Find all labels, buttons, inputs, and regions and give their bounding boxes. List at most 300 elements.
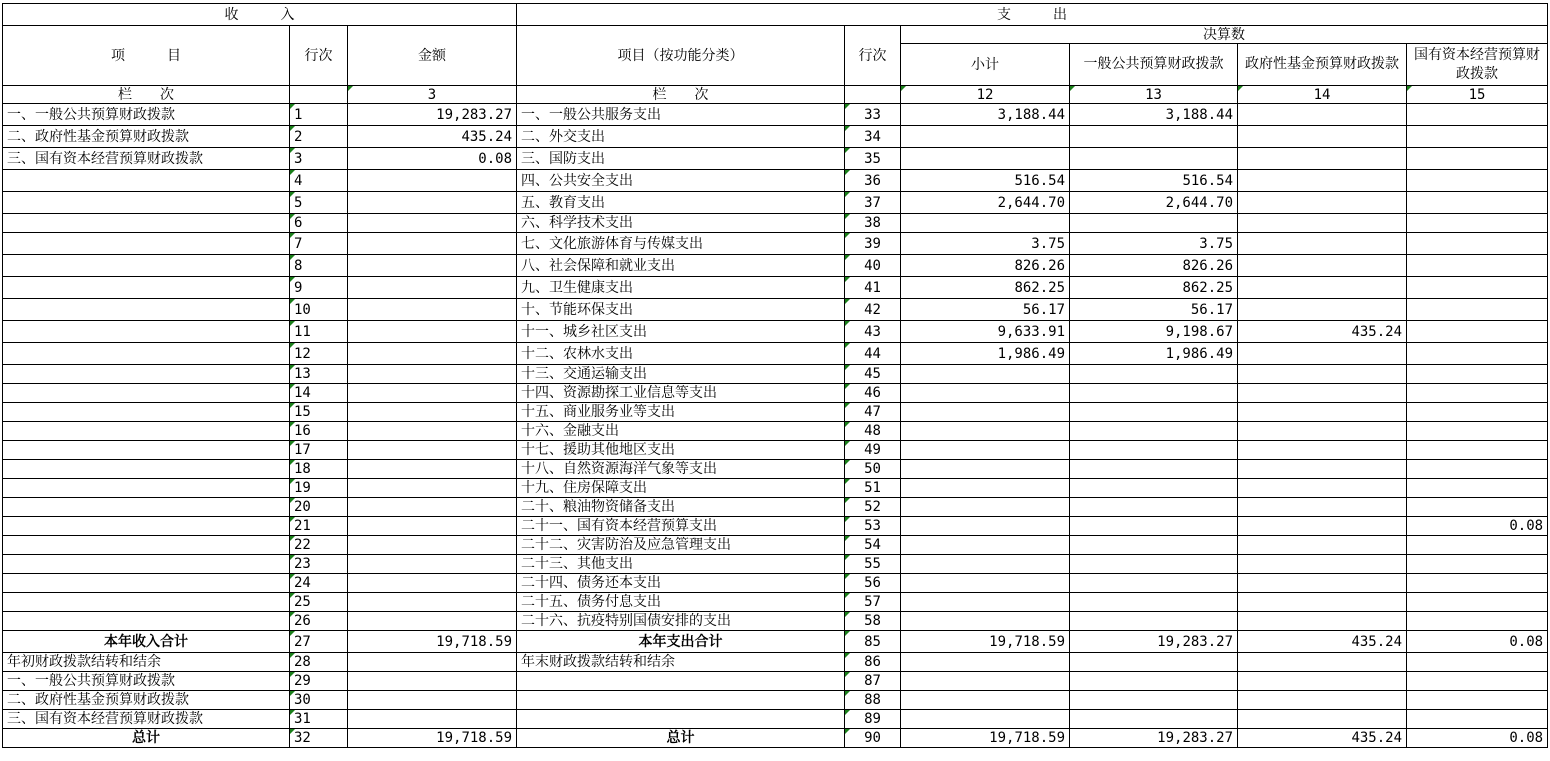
fund-value [1238,479,1407,498]
grand-total-expense-label: 总计 [517,729,845,748]
carryover-general [1070,710,1238,729]
fund-value [1238,255,1407,277]
expense-line: 35 [845,148,901,170]
index-c15: 15 [1407,86,1548,104]
income-amount [348,343,517,365]
income-item [3,277,290,299]
general-value [1070,479,1238,498]
carryover-expense-line: 86 [845,653,901,672]
income-line: 9 [290,277,348,299]
fund-value [1238,612,1407,631]
subtotal-value [901,574,1070,593]
income-item [3,517,290,536]
income-line: 8 [290,255,348,277]
subtotal-value [901,126,1070,148]
expense-item: 二十一、国有资本经营预算支出 [517,517,845,536]
expense-line: 41 [845,277,901,299]
income-item [3,365,290,384]
index-line [290,86,348,104]
subtotal-value [901,517,1070,536]
table-row [3,104,1548,126]
expense-line: 58 [845,612,901,631]
income-item [3,343,290,365]
general-value [1070,612,1238,631]
expense-line: 56 [845,574,901,593]
income-amount [348,593,517,612]
table-row [3,192,1548,214]
income-line: 10 [290,299,348,321]
soe-value [1407,460,1548,479]
expense-item: 十九、住房保障支出 [517,479,845,498]
fund-value [1238,536,1407,555]
income-item [3,555,290,574]
fund-value [1238,384,1407,403]
income-amount [348,192,517,214]
general-value: 862.25 [1070,277,1238,299]
income-amount [348,555,517,574]
income-total-line: 27 [290,631,348,653]
grand-total-general: 19,283.27 [1070,729,1238,748]
income-line: 18 [290,460,348,479]
fund-value [1238,299,1407,321]
income-amount: 435.24 [348,126,517,148]
carryover-income-amount [348,691,517,710]
expense-item: 一、一般公共服务支出 [517,104,845,126]
carryover-expense-item [517,691,845,710]
col-general-header: 一般公共预算财政拨款 [1070,44,1238,86]
carryover-row [3,691,1548,710]
subtotal-value: 9,633.91 [901,321,1070,343]
carryover-expense-item [517,710,845,729]
soe-value [1407,498,1548,517]
expense-item: 四、公共安全支出 [517,170,845,192]
expense-item: 二十六、抗疫特别国债安排的支出 [517,612,845,631]
fund-value [1238,517,1407,536]
income-amount [348,255,517,277]
soe-value [1407,299,1548,321]
carryover-subtotal [901,710,1070,729]
income-total-amount: 19,718.59 [348,631,517,653]
carryover-income-line: 31 [290,710,348,729]
grand-total-fund: 435.24 [1238,729,1407,748]
table-row [3,422,1548,441]
income-amount [348,441,517,460]
soe-value [1407,148,1548,170]
expense-item: 十七、援助其他地区支出 [517,441,845,460]
income-amount [348,517,517,536]
expense-total-label: 本年支出合计 [517,631,845,653]
expense-item: 二十、粮油物资储备支出 [517,498,845,517]
expense-item: 九、卫生健康支出 [517,277,845,299]
general-value [1070,365,1238,384]
carryover-expense-item [517,672,845,691]
carryover-income-item: 二、政府性基金预算财政拨款 [3,691,290,710]
income-amount [348,498,517,517]
grand-total-income-amount: 19,718.59 [348,729,517,748]
income-item [3,460,290,479]
table-row [3,479,1548,498]
carryover-row [3,710,1548,729]
subtotal-value [901,148,1070,170]
fund-value [1238,460,1407,479]
expense-item: 二、外交支出 [517,126,845,148]
soe-value [1407,441,1548,460]
soe-value [1407,365,1548,384]
income-amount [348,233,517,255]
general-value: 3,188.44 [1070,104,1238,126]
income-line: 23 [290,555,348,574]
income-item [3,170,290,192]
table-row [3,126,1548,148]
income-line: 24 [290,574,348,593]
index-label-left: 栏 次 [3,86,290,104]
income-item [3,498,290,517]
carryover-expense-line: 88 [845,691,901,710]
carryover-income-line: 30 [290,691,348,710]
income-line: 16 [290,422,348,441]
subtotal-value [901,441,1070,460]
expense-line: 52 [845,498,901,517]
table-row [3,148,1548,170]
grand-total-row [3,729,1548,748]
income-line: 4 [290,170,348,192]
income-item: 三、国有资本经营预算财政拨款 [3,148,290,170]
soe-value [1407,255,1548,277]
carryover-income-line: 29 [290,672,348,691]
expense-item: 十六、金融支出 [517,422,845,441]
table-row [3,612,1548,631]
income-item: 一、一般公共预算财政拨款 [3,104,290,126]
income-amount [348,277,517,299]
soe-value [1407,574,1548,593]
expense-line: 43 [845,321,901,343]
subtotal-total: 19,718.59 [901,631,1070,653]
expense-item: 二十五、债务付息支出 [517,593,845,612]
table-row [3,593,1548,612]
index-label-right: 栏 次 [517,86,845,104]
table-row [3,321,1548,343]
index-c12: 12 [901,86,1070,104]
carryover-soe [1407,710,1548,729]
table-row [3,214,1548,233]
soe-value [1407,479,1548,498]
carryover-row [3,653,1548,672]
final-accounts-table [2,3,1548,748]
income-amount [348,479,517,498]
expense-item: 十四、资源勘探工业信息等支出 [517,384,845,403]
carryover-soe [1407,691,1548,710]
expense-line: 51 [845,479,901,498]
expense-line: 37 [845,192,901,214]
expense-line: 53 [845,517,901,536]
soe-value [1407,233,1548,255]
table-row [3,299,1548,321]
table-row [3,384,1548,403]
income-amount [348,170,517,192]
income-amount: 19,283.27 [348,104,517,126]
income-line: 22 [290,536,348,555]
subtotal-value: 826.26 [901,255,1070,277]
subtotal-value [901,384,1070,403]
general-value [1070,422,1238,441]
expense-item: 十二、农林水支出 [517,343,845,365]
soe-value [1407,555,1548,574]
expense-line: 54 [845,536,901,555]
expense-item: 二十二、灾害防治及应急管理支出 [517,536,845,555]
expense-line: 40 [845,255,901,277]
income-item: 二、政府性基金预算财政拨款 [3,126,290,148]
income-amount [348,299,517,321]
carryover-soe [1407,672,1548,691]
subtotal-value [901,460,1070,479]
soe-value [1407,384,1548,403]
income-item [3,403,290,422]
col-line-header: 行次 [290,26,348,86]
income-amount [348,365,517,384]
income-line: 1 [290,104,348,126]
carryover-income-amount [348,710,517,729]
expense-item: 十、节能环保支出 [517,299,845,321]
carryover-general [1070,653,1238,672]
fund-total: 435.24 [1238,631,1407,653]
fund-value [1238,214,1407,233]
col-fund-header: 政府性基金预算财政拨款 [1238,44,1407,86]
fund-value [1238,365,1407,384]
general-value: 1,986.49 [1070,343,1238,365]
expense-item: 十八、自然资源海洋气象等支出 [517,460,845,479]
income-line: 25 [290,593,348,612]
general-value [1070,214,1238,233]
table-row [3,277,1548,299]
index-amount: 3 [348,86,517,104]
year-total-row [3,631,1548,653]
subtotal-value [901,365,1070,384]
fund-value [1238,104,1407,126]
general-value: 9,198.67 [1070,321,1238,343]
income-line: 17 [290,441,348,460]
income-total-label: 本年收入合计 [3,631,290,653]
income-line: 12 [290,343,348,365]
fund-value [1238,233,1407,255]
index-c14: 14 [1238,86,1407,104]
income-amount [348,321,517,343]
subtotal-value: 56.17 [901,299,1070,321]
subtotal-value [901,593,1070,612]
income-item [3,479,290,498]
expense-line: 42 [845,299,901,321]
settlement-header: 决算数 [901,26,1548,44]
fund-value [1238,593,1407,612]
general-value [1070,384,1238,403]
col-subtotal-header: 小计 [901,44,1070,86]
soe-total: 0.08 [1407,631,1548,653]
fund-value [1238,403,1407,422]
income-item [3,422,290,441]
grand-total-expense-line: 90 [845,729,901,748]
general-value [1070,517,1238,536]
soe-value: 0.08 [1407,517,1548,536]
subtotal-value: 862.25 [901,277,1070,299]
general-value [1070,555,1238,574]
subtotal-value [901,479,1070,498]
income-item [3,536,290,555]
soe-value [1407,612,1548,631]
subtotal-value [901,422,1070,441]
income-amount [348,460,517,479]
expense-item: 十三、交通运输支出 [517,365,845,384]
table-row [3,233,1548,255]
expense-line: 36 [845,170,901,192]
soe-value [1407,126,1548,148]
fund-value [1238,498,1407,517]
expense-item: 七、文化旅游体育与传媒支出 [517,233,845,255]
income-line: 21 [290,517,348,536]
carryover-income-line: 28 [290,653,348,672]
income-header: 收 入 [3,4,517,26]
general-value [1070,536,1238,555]
grand-total-income-label: 总计 [3,729,290,748]
general-value: 3.75 [1070,233,1238,255]
fund-value [1238,574,1407,593]
fund-value: 435.24 [1238,321,1407,343]
income-line: 5 [290,192,348,214]
income-amount [348,536,517,555]
subtotal-value [901,555,1070,574]
soe-value [1407,536,1548,555]
subtotal-value: 3,188.44 [901,104,1070,126]
income-amount [348,384,517,403]
col-item-header: 项 目 [3,26,290,86]
general-value: 56.17 [1070,299,1238,321]
general-value [1070,441,1238,460]
table-row [3,365,1548,384]
income-amount [348,612,517,631]
carryover-fund [1238,653,1407,672]
table-row [3,460,1548,479]
table-row [3,403,1548,422]
carryover-subtotal [901,653,1070,672]
expense-item: 六、科学技术支出 [517,214,845,233]
income-line: 6 [290,214,348,233]
expense-header: 支 出 [517,4,1548,26]
carryover-income-item: 年初财政拨款结转和结余 [3,653,290,672]
income-line: 15 [290,403,348,422]
income-item [3,612,290,631]
table-row [3,498,1548,517]
carryover-fund [1238,691,1407,710]
income-item [3,441,290,460]
carryover-expense-line: 89 [845,710,901,729]
carryover-income-amount [348,653,517,672]
income-line: 7 [290,233,348,255]
index-c13: 13 [1070,86,1238,104]
expense-line: 33 [845,104,901,126]
expense-line: 47 [845,403,901,422]
index-line2 [845,86,901,104]
expense-line: 48 [845,422,901,441]
expense-total-line: 85 [845,631,901,653]
table-row [3,555,1548,574]
subtotal-value: 516.54 [901,170,1070,192]
general-value: 516.54 [1070,170,1238,192]
carryover-subtotal [901,672,1070,691]
income-line: 19 [290,479,348,498]
expense-item: 三、国防支出 [517,148,845,170]
income-item [3,233,290,255]
expense-item: 二十四、债务还本支出 [517,574,845,593]
expense-line: 50 [845,460,901,479]
income-line: 20 [290,498,348,517]
expense-item: 十五、商业服务业等支出 [517,403,845,422]
expense-line: 39 [845,233,901,255]
carryover-row [3,672,1548,691]
table-row [3,574,1548,593]
general-value: 826.26 [1070,255,1238,277]
income-line: 3 [290,148,348,170]
expense-item: 二十三、其他支出 [517,555,845,574]
col-soe-header: 国有资本经营预算财政拨款 [1407,44,1548,86]
subtotal-value [901,612,1070,631]
col-amount-header: 金额 [348,26,517,86]
general-value [1070,460,1238,479]
expense-item: 八、社会保障和就业支出 [517,255,845,277]
general-value [1070,498,1238,517]
expense-item: 十一、城乡社区支出 [517,321,845,343]
soe-value [1407,192,1548,214]
col-func-item-header: 项目（按功能分类） [517,26,845,86]
general-value [1070,403,1238,422]
fund-value [1238,126,1407,148]
fund-value [1238,555,1407,574]
general-value [1070,574,1238,593]
income-line: 2 [290,126,348,148]
subtotal-value [901,403,1070,422]
carryover-expense-item: 年末财政拨款结转和结余 [517,653,845,672]
carryover-general [1070,691,1238,710]
fund-value [1238,343,1407,365]
income-amount [348,214,517,233]
income-item [3,255,290,277]
carryover-general [1070,672,1238,691]
expense-line: 55 [845,555,901,574]
carryover-income-item: 三、国有资本经营预算财政拨款 [3,710,290,729]
table-row [3,441,1548,460]
carryover-income-item: 一、一般公共预算财政拨款 [3,672,290,691]
income-line: 11 [290,321,348,343]
expense-line: 46 [845,384,901,403]
subtotal-value: 1,986.49 [901,343,1070,365]
expense-line: 45 [845,365,901,384]
subtotal-value [901,498,1070,517]
income-item [3,593,290,612]
table-row [3,255,1548,277]
income-item [3,384,290,403]
expense-line: 49 [845,441,901,460]
soe-value [1407,593,1548,612]
income-line: 14 [290,384,348,403]
carryover-soe [1407,653,1548,672]
carryover-fund [1238,710,1407,729]
table-row [3,343,1548,365]
grand-total-soe: 0.08 [1407,729,1548,748]
soe-value [1407,277,1548,299]
income-amount [348,403,517,422]
fund-value [1238,277,1407,299]
income-line: 26 [290,612,348,631]
soe-value [1407,422,1548,441]
grand-total-income-line: 32 [290,729,348,748]
grand-total-subtotal: 19,718.59 [901,729,1070,748]
